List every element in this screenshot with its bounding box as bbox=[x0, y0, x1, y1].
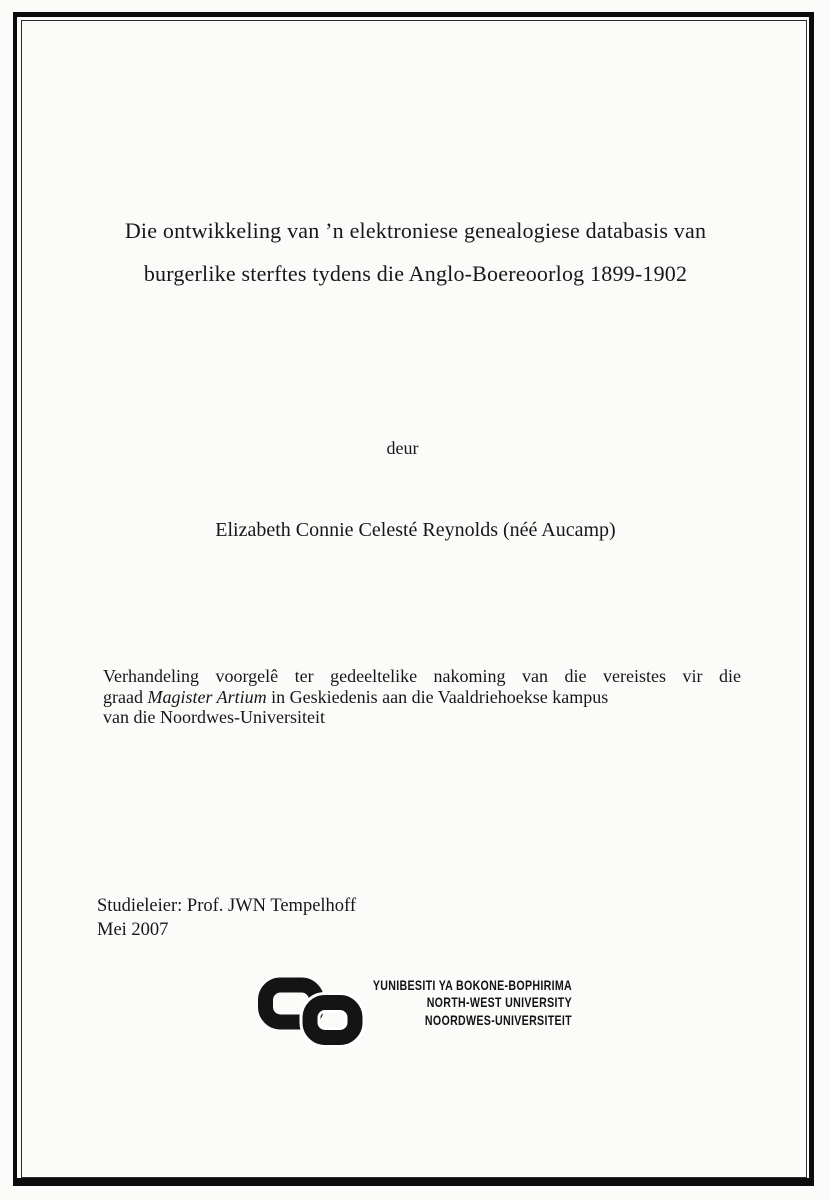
logo-name-afrikaans: NOORDWES-UNIVERSITEIT bbox=[424, 1011, 572, 1028]
thesis-title bbox=[60, 209, 771, 295]
degree-statement-line2-pre: graad bbox=[103, 686, 148, 707]
degree-statement-line2-post: in Geskiedenis aan die Vaaldriehoekse kampus bbox=[266, 686, 609, 707]
degree-statement-line3: van die Noordwes-Universiteit bbox=[103, 707, 325, 727]
thesis-title-line2: burgerlike sterftes tydens die Anglo-Boereoorlog 1899-1902 bbox=[143, 261, 688, 286]
degree-statement-line1: Verhandeling voorgelê ter gedeeltelike nakoming van die vereistes vir die bbox=[103, 666, 741, 686]
byline-label: deur bbox=[386, 438, 419, 458]
degree-name-italic: Magister Artium bbox=[147, 686, 267, 707]
date-line: Mei 2007 bbox=[97, 919, 169, 940]
logo-name-setswana: YUNIBESITI YA BOKONE-BOPHIRIMA bbox=[372, 977, 572, 993]
supervisor-block bbox=[97, 895, 356, 942]
logo-name-english: NORTH-WEST UNIVERSITY bbox=[426, 994, 572, 1011]
degree-statement-line2 bbox=[103, 687, 741, 708]
supervisor-line: Studieleier: Prof. JWN Tempelhoff bbox=[97, 896, 357, 916]
author-name: Elizabeth Connie Celesté Reynolds (néé Aucamp) bbox=[215, 519, 616, 541]
nwu-logo-wordmark bbox=[367, 977, 572, 1029]
thesis-title-line1: Die ontwikkeling van ’n elektroniese genealogiese databasis van bbox=[124, 218, 707, 243]
degree-statement bbox=[103, 666, 741, 728]
nwu-logo-icon bbox=[256, 976, 366, 1054]
